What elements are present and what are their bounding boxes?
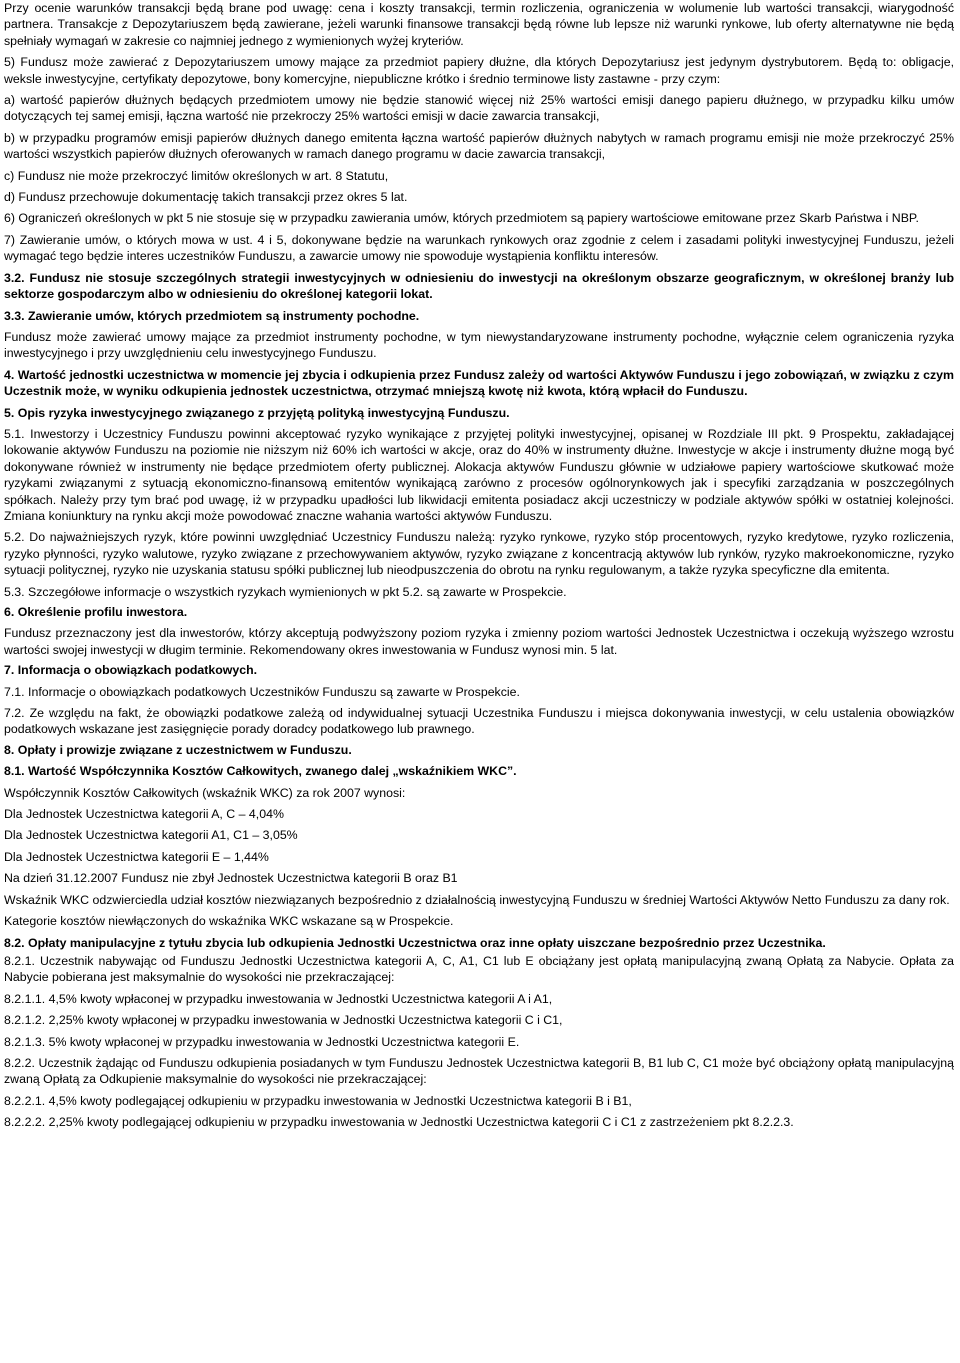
paragraph-8-2-1: 8.2.1. Uczestnik nabywając od Funduszu Jednostki Uczestnictwa kategorii A, C, A1, C1 lub E obciążany jest opłatą manipulacyjną zwaną Opłatą za Nabycie. Opłata za Nabycie pobierana jest maksymalnie do wysokości nie przekraczającej: [4, 953, 954, 985]
paragraph-5-3: 5.3. Szczegółowe informacje o wszystkich ryzykach wymienionych w pkt 5.2. są zawarte w Prospekcie. [4, 584, 567, 599]
paragraph-item-6: 6) Ograniczeń określonych w pkt 5 nie stosuje się w przypadku zawierania umów, których przedmiotem są papiery wartościowe emitowane przez Skarb Państwa i NBP. [4, 211, 919, 226]
paragraph-item-5: 5) Fundusz może zawierać z Depozytariuszem umowy mające za przedmiot papiery dłużne, dla których Depozytariusz jest jedynym dystrybutorem. Będą to: obligacje, weksle inwestycyjne, certyfikaty depozytowe, bony komercyjne, niepubliczne krótko i średnio terminowe listy zastawne - przy czym: [4, 55, 954, 86]
paragraph-item-5a: a) wartość papierów dłużnych będących przedmiotem umowy nie będzie stanowić więcej niż 25% wartości emisji danego papieru dłużnego, w przypadku kilku umów dotyczących tej samej emisji, łączna wartość nie przekroczy 25% wartości emisji w dacie zawarcia transakcji, [4, 93, 954, 124]
heading-6: 6. Określenie profilu inwestora. [4, 605, 188, 619]
paragraph-8-2-1-2: 8.2.1.2. 2,25% kwoty wpłaconej w przypadku inwestowania w Jednostki Uczestnictwa kategorii C i C1, [4, 1013, 563, 1028]
paragraph-wkc-a-c: Dla Jednostek Uczestnictwa kategorii A, C – 4,04% [4, 807, 284, 822]
heading-7: 7. Informacja o obowiązkach podatkowych. [4, 663, 258, 678]
paragraph-derivatives: Fundusz może zawierać umowy mające za przedmiot instrumenty pochodne, w tym niewystandaryzowane instrumenty pochodne, wyłącznie celem ograniczenia ryzyka inwestycyjnego i przy uwzględnieniu celu inwestycyjnego Funduszu. [4, 329, 954, 361]
paragraph-8-2-2-1: 8.2.2.1. 4,5% kwoty podlegającej odkupieniu w przypadku inwestowania w Jednostki Uczestnictwa kategorii B i B1, [4, 1093, 632, 1108]
paragraph-wkc-intro: Współczynnik Kosztów Całkowitych (wskaźnik WKC) za rok 2007 wynosi: [4, 785, 406, 800]
paragraph-8-2-1-3: 8.2.1.3. 5% kwoty wpłaconej w przypadku inwestowania w Jednostki Uczestnictwa kategorii E. [4, 1034, 520, 1049]
heading-5: 5. Opis ryzyka inwestycyjnego związanego z przyjętą polityką inwestycyjną Funduszu. [4, 405, 510, 420]
paragraph-item-7: 7) Zawieranie umów, o których mowa w ust. 4 i 5, dokonywane będzie na warunkach rynkowych oraz zgodnie z celem i zasadami polityki inwestycyjnej Funduszu, jeżeli wymagać tego będzie interes uczestników Funduszu, a zawarcie umowy nie spowoduje wystąpienia konfliktu interesów. [4, 232, 954, 264]
heading-8: 8. Opłaty i prowizje związane z uczestnictwem w Funduszu. [4, 742, 352, 757]
paragraph-wkc-b-b1: Na dzień 31.12.2007 Fundusz nie zbył Jednostek Uczestnictwa kategorii B oraz B1 [4, 871, 458, 886]
paragraph-wkc-e: Dla Jednostek Uczestnictwa kategorii E – 1,44% [4, 849, 269, 864]
paragraph-transaction-terms: Przy ocenie warunków transakcji będą brane pod uwagę: cena i koszty transakcji, termin rozliczenia, ograniczenia w wolumenie lub wartości transakcji, wiarygodność partnera. Transakcje z Depozytariuszem będą zawierane, jeżeli warunki finansowe transakcji będą równe lub lepsze niż warunki rynkowe, lub oferty alternatywne nie będą spełniały wymagań w zakresie co najmniej jednego z wymienionych wyżej kryteriów. [4, 1, 954, 48]
paragraph-item-5d: d) Fundusz przechowuje dokumentację takich transakcji przez okres 5 lat. [4, 190, 408, 205]
paragraph-8-2-1-1: 8.2.1.1. 4,5% kwoty wpłaconej w przypadku inwestowania w Jednostki Uczestnictwa kategorii A i A1, [4, 991, 553, 1006]
paragraph-8-2-2-2: 8.2.2.2. 2,25% kwoty podlegającej odkupieniu w przypadku inwestowania w Jednostki Uczestnictwa kategorii C i C1 z zastrzeżeniem pkt 8.2.2.3. [4, 1115, 794, 1130]
heading-3-3: 3.3. Zawieranie umów, których przedmiotem są instrumenty pochodne. [4, 308, 420, 323]
heading-8-2: 8.2. Opłaty manipulacyjne z tytułu zbycia lub odkupienia Jednostki Uczestnictwa oraz inne opłaty uiszczane bezpośrednio przez Uczestnika. [4, 935, 826, 950]
paragraph-5-1: 5.1. Inwestorzy i Uczestnicy Funduszu powinni akceptować ryzyko wynikające z przyjętej polityki inwestycyjnej, opisanej w Rozdziale III pkt. 9 Prospektu, zakładającej lokowanie aktywów Funduszu na poziomie nie niższym niż 60% ich wartości w akcje, oraz do 40% w instrumenty dłużne. Inwestycje w akcje i instrumenty dłużne mogą być dokonywane również w instrumenty nie będące przedmiotem oferty publicznej. Alokacja aktywów Funduszu głównie w udziałowe papiery wartościowe skutkować może ryzykami związanymi z sytuacją ekonomiczno-finansową emitentów wynikającą zarówno z procesów ogólnorynkowych jak i specyfiki zarządzania w poszczególnych spółkach. Należy przy tym brać pod uwagę, iż w przypadku upadłości lub likwidacji emitenta posiadacz akcji uczestniczy w podziale aktywów spółki w ostatniej kolejności. Zmiana koniunktury na rynku akcji może powodować znaczne wahania wartości aktywów Funduszu. [4, 426, 954, 523]
heading-3-2: 3.2. Fundusz nie stosuje szczególnych strategii inwestycyjnych w odniesieniu do inwestycji na określonym obszarze geograficznym, w określonej branży lub sektorze gospodarczym albo w odniesieniu do określonej kategorii lokat. [4, 270, 954, 302]
heading-8-1: 8.1. Wartość Współczynnika Kosztów Całkowitych, zwanego dalej „wskaźnikiem WKC”. [4, 764, 517, 779]
heading-4: 4. Wartość jednostki uczestnictwa w momencie jej zbycia i odkupienia przez Fundusz zależy od wartości Aktywów Funduszu i jego zobowiązań, w związku z czym Uczestnik może, w wyniku odkupienia jednostek uczestnictwa, otrzymać mniejszą kwotę niż kwota, którą wpłacił do Funduszu. [4, 367, 954, 399]
paragraph-5-2: 5.2. Do najważniejszych ryzyk, które powinni uwzględniać Uczestnicy Funduszu należą: ryzyko rynkowe, ryzyko stóp procentowych, ryzyko kredytowe, ryzyko rozliczenia, ryzyko płynności, ryzyko walutowe, ryzyko związane z przechowywaniem aktywów, ryzyko związane z koncentracją aktywów lub rynków, ryzyko makroekonomiczne, ryzyko sytuacji politycznej, ryzyko nie uzyskania statusu spółki publicznej lub nieodpuszczenia do obrotu na rynku regulowanym, a także ryzyka specyficzne dla emitenta. [4, 530, 954, 578]
paragraph-7-2: 7.2. Ze względu na fakt, że obowiązki podatkowe zależą od indywidualnej sytuacji Uczestnika Funduszu i miejsca dokonywania inwestycji, w celu ustalenia obowiązków podatkowych wskazane jest zasięgnięcie porady doradcy podatkowego lub prawnego. [4, 706, 954, 737]
paragraph-investor-profile: Fundusz przeznaczony jest dla inwestorów, którzy akceptują podwyższony poziom ryzyka i zmienny poziom wartości Jednostek Uczestnictwa i oczekują wyższego wzrostu wartości swojej inwestycji w długim terminie. Rekomendowany okres inwestowania w Fundusz wynosi min. 5 lat. [4, 626, 954, 657]
paragraph-wkc-definition: Wskaźnik WKC odzwierciedla udział kosztów niezwiązanych bezpośrednio z działalnością inwestycyjną Funduszu w średniej Wartości Aktywów Netto Funduszu za dany rok. [4, 892, 950, 907]
paragraph-7-1: 7.1. Informacje o obowiązkach podatkowych Uczestników Funduszu są zawarte w Prospekcie. [4, 684, 520, 699]
paragraph-8-2-2: 8.2.2. Uczestnik żądając od Funduszu odkupienia posiadanych w tym Funduszu Jednostek Uczestnictwa kategorii B, B1 lub C, C1 może być obciążony opłatą manipulacyjną zwaną Opłatą za Odkupienie maksymalnie do wysokości nie przekraczającej: [4, 1055, 954, 1087]
paragraph-wkc-excluded: Kategorie kosztów niewłączonych do wskaźnika WKC wskazane są w Prospekcie. [4, 914, 454, 929]
paragraph-item-5b: b) w przypadku programów emisji papierów dłużnych danego emitenta łączna wartość papierów dłużnych nabytych w ramach programu emisji nie może przekroczyć 25% wartości wszystkich papierów dłużnych oferowanych w ramach danego programu w dacie zawarcia transakcji, [4, 130, 954, 162]
paragraph-wkc-a1-c1: Dla Jednostek Uczestnictwa kategorii A1, C1 – 3,05% [4, 828, 298, 843]
paragraph-item-5c: c) Fundusz nie może przekroczyć limitów określonych w art. 8 Statutu, [4, 168, 389, 183]
